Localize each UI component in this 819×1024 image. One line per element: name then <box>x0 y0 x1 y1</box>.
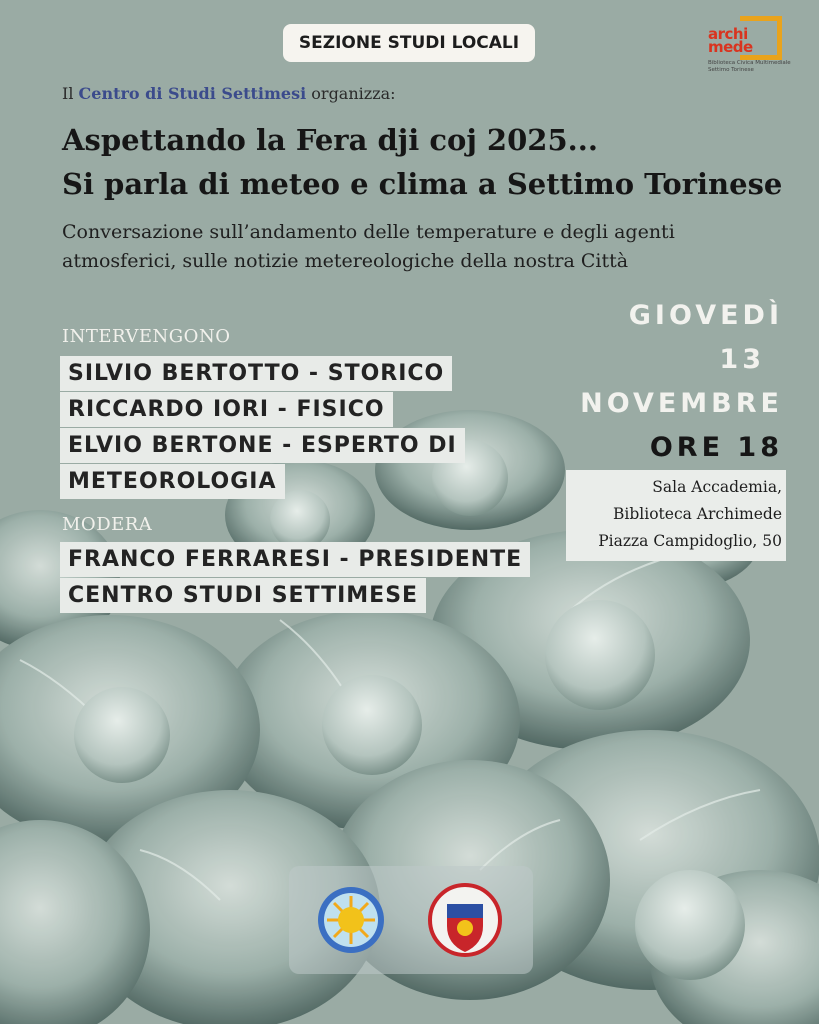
date-month: NOVEMBRE <box>580 388 783 419</box>
moderator-line: CENTRO STUDI SETTIMESE <box>60 578 426 613</box>
logo-subtitle: Biblioteca Civica Multimediale Settimo Torinese <box>708 60 791 73</box>
date-time: ORE 18 <box>649 432 783 463</box>
speakers-label: INTERVENGONO <box>62 326 231 347</box>
partner-logos-panel <box>289 866 533 974</box>
speaker-line: ELVIO BERTONE - ESPERTO DI <box>60 428 465 463</box>
speaker-line: METEOROLOGIA <box>60 464 285 499</box>
moderator-label: MODERA <box>62 514 153 535</box>
date-weekday: GIOVEDÌ <box>628 300 783 331</box>
section-badge: SEZIONE STUDI LOCALI <box>283 24 535 62</box>
pro-loco-shield-icon <box>430 885 500 955</box>
sun-emblem-icon <box>318 887 384 953</box>
speaker-line: SILVIO BERTOTTO - STORICO <box>60 356 452 391</box>
event-venue: Sala Accademia, Biblioteca Archimede Piazza Campidoglio, 50 <box>566 470 786 561</box>
event-date <box>523 300 783 476</box>
title-line-2: Si parla di meteo e clima a Settimo Torinese <box>62 167 783 201</box>
event-title <box>62 118 802 206</box>
speaker-line: RICCARDO IORI - FISICO <box>60 392 393 427</box>
moderator-list <box>60 540 530 612</box>
organizer-name: Centro di Studi Settimesi <box>78 84 307 103</box>
organizer-intro: Il Centro di Studi Settimesi organizza: <box>62 84 396 103</box>
logo-wordmark: archi mede <box>708 25 753 56</box>
archimede-library-logo <box>706 16 796 78</box>
speakers-list <box>60 354 465 498</box>
date-day-number: 13 <box>719 344 765 375</box>
title-line-1: Aspettando la Fera dji coj 2025... <box>62 123 598 157</box>
event-description: Conversazione sull’andamento delle temperature e degli agenti atmosferici, sulle notizie metereologiche della nostra Città <box>62 221 675 272</box>
moderator-line: FRANCO FERRARESI - PRESIDENTE <box>60 542 530 577</box>
